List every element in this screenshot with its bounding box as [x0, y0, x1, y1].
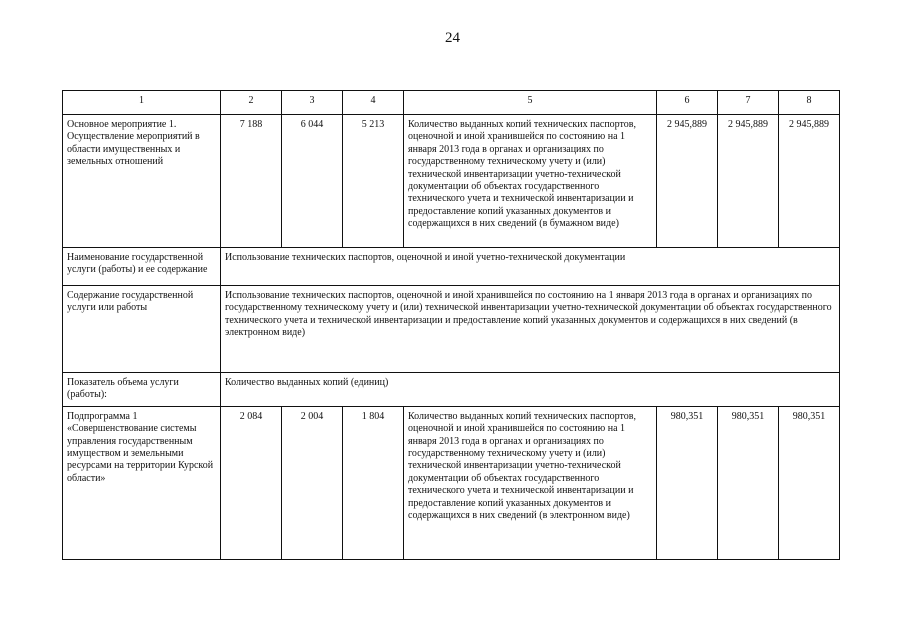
- header-cell: 2: [221, 91, 282, 115]
- main-event-col2: 7 188: [221, 115, 282, 248]
- service-name-label: Наименование государственной услуги (работы) и ее содержание: [63, 248, 221, 286]
- table-header-row: [63, 91, 840, 115]
- header-cell: 3: [282, 91, 343, 115]
- header-cell: 4: [343, 91, 404, 115]
- subprogram-col8: 980,351: [779, 406, 840, 559]
- header-cell: 8: [779, 91, 840, 115]
- header-cell: 5: [404, 91, 657, 115]
- main-event-col8: 2 945,889: [779, 115, 840, 248]
- service-content-value: Использование технических паспортов, оценочной и иной хранившейся по состоянию на 1 января 2013 года в органах и организациях по государственному техническому учету и (или) технической инвентаризации учетно-технической документации об объектах государственного технического учета и технической инвентаризации и предоставление копий указанных документов и содержащихся в них сведений (в электронном виде): [221, 286, 840, 373]
- header-cell: 6: [657, 91, 718, 115]
- table-row: [63, 373, 840, 407]
- main-event-col7: 2 945,889: [718, 115, 779, 248]
- main-event-description: Количество выданных копий технических паспортов, оценочной и иной хранившейся по состоянию на 1 января 2013 года в органах и организациях по государственному техническому учету и (или) технической инвентаризации учетно-технической документации об объектах государственного технического учета и технической инвентаризации и предоставление копий указанных документов и содержащихся в них сведений (в бумажном виде): [404, 115, 657, 248]
- state-program-table: [62, 90, 840, 560]
- table-row: [63, 406, 840, 559]
- subprogram-description: Количество выданных копий технических паспортов, оценочной и иной хранившейся по состоянию на 1 января 2013 года в органах и организациях по государственному техническому учету и (или) технической инвентаризации учетно-технической документации об объектах государственного технического учета и технической инвентаризации и предоставление копий указанных документов и содержащихся в них сведений (в электронном виде): [404, 406, 657, 559]
- service-name-value: Использование технических паспортов, оценочной и иной учетно-технической документации: [221, 248, 840, 286]
- subprogram-col7: 980,351: [718, 406, 779, 559]
- header-cell: 1: [63, 91, 221, 115]
- subprogram-col2: 2 084: [221, 406, 282, 559]
- main-event-col3: 6 044: [282, 115, 343, 248]
- main-event-col4: 5 213: [343, 115, 404, 248]
- volume-indicator-value: Количество выданных копий (единиц): [221, 373, 840, 407]
- service-content-label: Содержание государственной услуги или работы: [63, 286, 221, 373]
- header-cell: 7: [718, 91, 779, 115]
- subprogram-name: Подпрограмма 1 «Совершенствование системы управления государственным имуществом и земельными ресурсами на территории Курской области»: [63, 406, 221, 559]
- volume-indicator-label: Показатель объема услуги (работы):: [63, 373, 221, 407]
- table-row: [63, 115, 840, 248]
- table-row: [63, 286, 840, 373]
- main-event-name: Основное мероприятие 1. Осуществление мероприятий в области имущественных и земельных отношений: [63, 115, 221, 248]
- table-row: [63, 248, 840, 286]
- page-number: 24: [445, 30, 460, 46]
- subprogram-col4: 1 804: [343, 406, 404, 559]
- subprogram-col3: 2 004: [282, 406, 343, 559]
- subprogram-col6: 980,351: [657, 406, 718, 559]
- main-event-col6: 2 945,889: [657, 115, 718, 248]
